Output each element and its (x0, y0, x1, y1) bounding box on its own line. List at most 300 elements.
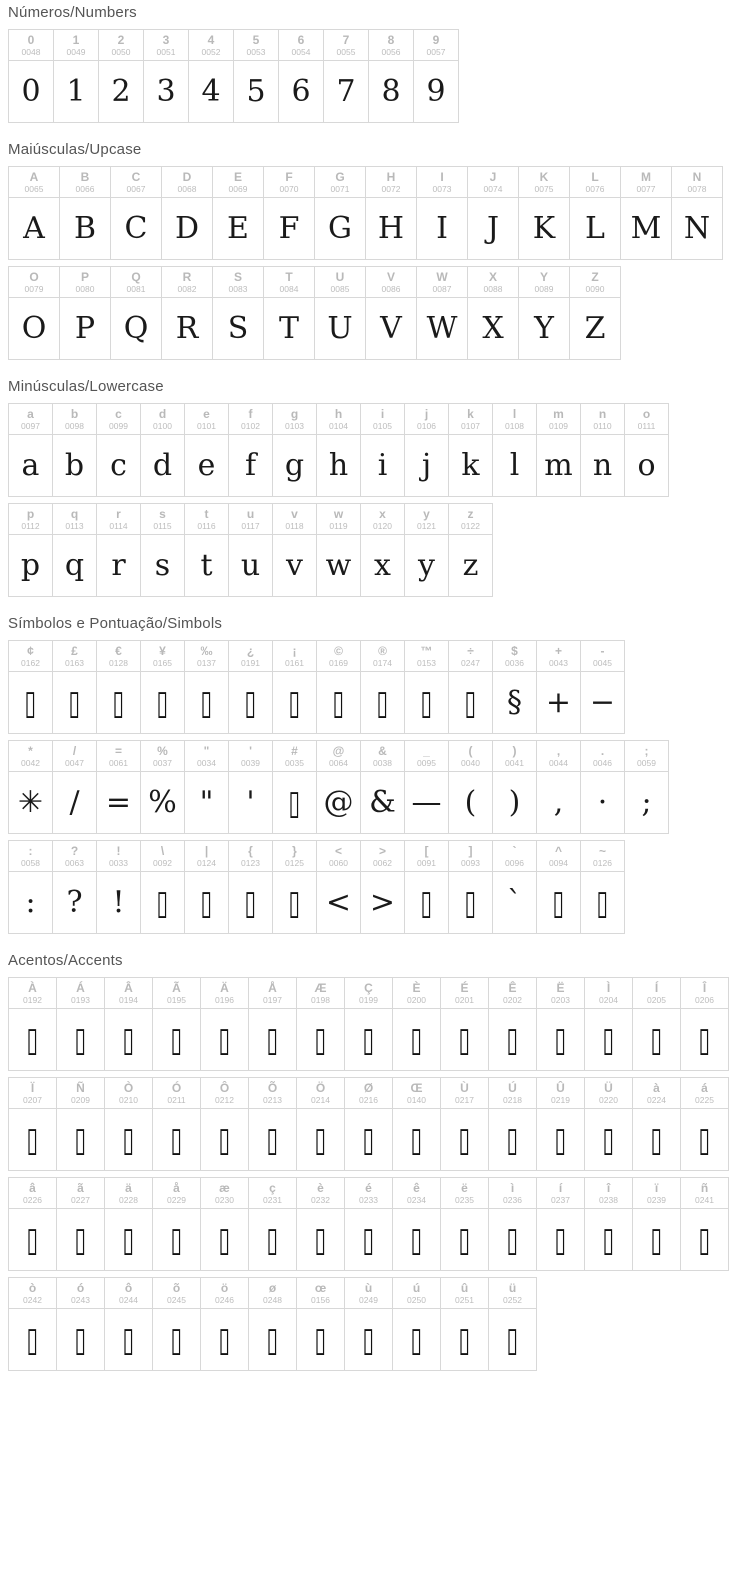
glyph-section (0, 141, 730, 360)
glyph-sample: R (175, 310, 199, 346)
glyph-header-cell (297, 1178, 345, 1209)
glyph-char-label: d (158, 407, 167, 421)
glyph-sample: > (369, 884, 396, 920)
glyph-header-cell (9, 1078, 57, 1109)
glyph-code-label: 0105 (373, 421, 392, 431)
glyph-char-label: ô (124, 1281, 133, 1295)
glyph-sample-cell (279, 61, 324, 123)
glyph-section (0, 615, 730, 934)
glyph-code-label: 0216 (359, 1095, 378, 1105)
glyph-sample: h (328, 447, 349, 483)
glyph-sample: ▯ (24, 682, 37, 723)
glyph-header-cell (234, 30, 279, 61)
glyph-char-label: 1 (72, 33, 80, 47)
glyph-sample: 2 (111, 73, 131, 109)
glyph-sample-line (9, 672, 625, 734)
glyph-sample-cell (141, 772, 185, 834)
glyph-header-cell (9, 167, 60, 198)
glyph-sample: = (105, 784, 132, 820)
glyph-code-label: 0116 (197, 521, 216, 531)
glyph-sample: C (124, 210, 148, 246)
font-specimen-page (0, 4, 730, 1371)
glyph-sample: ▯ (218, 1219, 231, 1260)
glyph-sample-cell (273, 872, 317, 934)
glyph-code-label: 0069 (228, 184, 248, 194)
glyph-char-label: Â (124, 981, 133, 995)
glyph-code-label: 0235 (455, 1195, 474, 1205)
glyph-sample: 9 (426, 73, 446, 109)
glyph-header-cell (273, 504, 317, 535)
glyph-char-label: Ô (219, 1081, 230, 1095)
glyph-sample-cell (441, 1109, 489, 1171)
glyph-code-label: 0040 (461, 758, 480, 768)
glyph-header-cell (201, 1178, 249, 1209)
glyph-char-label: Ì (606, 981, 611, 995)
glyph-sample: : (25, 884, 36, 920)
glyph-header-cell (141, 741, 185, 772)
glyph-sample: n (592, 447, 613, 483)
glyph-char-label: % (157, 744, 168, 758)
glyph-char-label: M (641, 170, 651, 184)
glyph-char-label: H (386, 170, 396, 184)
glyph-sample-cell (681, 1209, 729, 1271)
glyph-char-label: B (80, 170, 90, 184)
glyph-sample: + (545, 684, 572, 720)
glyph-sample: ▯ (506, 1019, 519, 1060)
glyph-header-cell (9, 267, 60, 298)
glyph-code-label: 0101 (197, 421, 216, 431)
glyph-sample-cell (345, 1309, 393, 1371)
glyph-sample-cell (57, 1309, 105, 1371)
glyph-row (8, 640, 625, 734)
glyph-header-cell (315, 267, 366, 298)
glyph-header-cell (229, 641, 273, 672)
glyph-code-label: 0236 (503, 1195, 522, 1205)
glyph-header-cell (493, 841, 537, 872)
glyph-sample: ▯ (170, 1219, 183, 1260)
glyph-sample-cell (141, 672, 185, 734)
glyph-header-cell (201, 978, 249, 1009)
glyph-char-label: Ã (172, 981, 181, 995)
glyph-header-cell (97, 641, 141, 672)
glyph-header-cell (317, 404, 361, 435)
glyph-sample-cell (468, 298, 519, 360)
glyph-sample-cell (57, 1209, 105, 1271)
glyph-row (8, 1077, 729, 1171)
glyph-code-label: 0088 (483, 284, 503, 294)
glyph-sample: P (74, 310, 96, 346)
glyph-sample-cell (153, 1309, 201, 1371)
glyph-sample-cell (201, 1109, 249, 1171)
glyph-rows (8, 640, 730, 934)
glyph-sample: 3 (156, 73, 176, 109)
glyph-header-cell (393, 1278, 441, 1309)
glyph-header-cell (185, 741, 229, 772)
glyph-sample-line (9, 435, 669, 497)
glyph-char-label: a (27, 407, 34, 421)
glyph-sample-cell (449, 872, 493, 934)
glyph-code-label: 0049 (66, 47, 86, 57)
glyph-header-cell (201, 1278, 249, 1309)
glyph-sample-cell (234, 61, 279, 123)
glyph-sample-cell (361, 872, 405, 934)
glyph-code-label: 0062 (373, 858, 392, 868)
glyph-sample: r (111, 547, 126, 583)
glyph-code-label: 0096 (505, 858, 524, 868)
glyph-sample: ▯ (122, 1019, 135, 1060)
glyph-sample: ▯ (458, 1019, 471, 1060)
glyph-header-cell (393, 1078, 441, 1109)
glyph-code-label: 0109 (549, 421, 568, 431)
glyph-sample-line (9, 61, 459, 123)
glyph-sample-cell (105, 1109, 153, 1171)
glyph-sample: e (197, 447, 216, 483)
glyph-header-cell (105, 978, 153, 1009)
glyph-sample-cell (414, 61, 459, 123)
glyph-char-label: ™ (420, 644, 433, 658)
glyph-sample: Y (534, 310, 554, 346)
glyph-sample: / (69, 784, 80, 820)
glyph-sample-cell (54, 61, 99, 123)
glyph-header-cell (366, 167, 417, 198)
glyph-code-label: 0119 (329, 521, 348, 531)
glyph-row (8, 403, 669, 497)
glyph-sample: ( (464, 784, 477, 820)
glyph-code-label: 0050 (111, 47, 131, 57)
glyph-header-line (9, 267, 621, 298)
glyph-code-label: 0045 (593, 658, 612, 668)
glyph-header-cell (153, 1278, 201, 1309)
glyph-header-cell (633, 1178, 681, 1209)
glyph-code-label: 0059 (637, 758, 656, 768)
glyph-code-label: 0203 (551, 995, 570, 1005)
glyph-header-cell (414, 30, 459, 61)
glyph-code-label: 0199 (359, 995, 378, 1005)
glyph-sample-cell (273, 535, 317, 597)
glyph-sample-cell (625, 435, 669, 497)
glyph-sample: ▯ (420, 682, 433, 723)
glyph-char-label: ~ (598, 844, 606, 858)
glyph-header-cell (393, 1178, 441, 1209)
glyph-sample: ▯ (650, 1119, 663, 1160)
glyph-sample-cell (99, 61, 144, 123)
glyph-sample: ▯ (698, 1219, 711, 1260)
glyph-header-cell (581, 841, 625, 872)
glyph-sample-line (9, 198, 723, 260)
glyph-char-label: U (335, 270, 345, 284)
glyph-code-label: 0238 (599, 1195, 618, 1205)
glyph-header-cell (99, 30, 144, 61)
glyph-header-line (9, 167, 723, 198)
glyph-sample-cell (369, 61, 414, 123)
glyph-header-cell (229, 841, 273, 872)
glyph-header-cell (229, 741, 273, 772)
glyph-sample: ▯ (410, 1119, 423, 1160)
glyph-rows (8, 166, 730, 360)
glyph-char-label: R (182, 270, 192, 284)
glyph-char-label: ! (116, 844, 121, 858)
glyph-sample-cell (519, 198, 570, 260)
glyph-sample: § (507, 684, 522, 720)
glyph-header-cell (213, 167, 264, 198)
glyph-code-label: 0074 (483, 184, 503, 194)
glyph-sample-cell (324, 61, 369, 123)
glyph-sample-cell (537, 1009, 585, 1071)
glyph-header-cell (633, 1078, 681, 1109)
glyph-header-cell (297, 978, 345, 1009)
glyph-sample-cell (297, 1009, 345, 1071)
glyph-sample-cell (585, 1109, 633, 1171)
glyph-sample: O (21, 310, 47, 346)
glyph-sample-cell (537, 1209, 585, 1271)
glyph-header-cell (229, 404, 273, 435)
glyph-sample-line (9, 1209, 729, 1271)
glyph-char-label: ó (76, 1281, 85, 1295)
glyph-code-label: 0207 (23, 1095, 42, 1105)
glyph-char-label: Ü (604, 1081, 613, 1095)
glyph-header-line (9, 741, 669, 772)
glyph-char-label: N (692, 170, 702, 184)
glyph-code-label: 0037 (153, 758, 172, 768)
glyph-char-label: ® (378, 644, 387, 658)
glyph-code-label: 0165 (153, 658, 172, 668)
glyph-sample: ▯ (698, 1019, 711, 1060)
glyph-code-label: 0244 (119, 1295, 138, 1305)
glyph-header-cell (361, 741, 405, 772)
glyph-code-label: 0102 (241, 421, 260, 431)
glyph-sample: 4 (201, 73, 221, 109)
glyph-sample-cell (317, 672, 361, 734)
glyph-header-cell (625, 741, 669, 772)
glyph-sample-cell (449, 672, 493, 734)
glyph-header-cell (681, 978, 729, 1009)
glyph-header-cell (213, 267, 264, 298)
glyph-sample-cell (201, 1209, 249, 1271)
glyph-header-cell (317, 504, 361, 535)
glyph-char-label: ) (512, 744, 517, 758)
glyph-sample: ▯ (266, 1019, 279, 1060)
glyph-header-line (9, 1078, 729, 1109)
glyph-header-cell (273, 641, 317, 672)
glyph-sample-cell (449, 772, 493, 834)
glyph-code-label: 0110 (593, 421, 612, 431)
glyph-sample: − (589, 684, 616, 720)
glyph-sample: X (482, 310, 504, 346)
glyph-sample-cell (449, 435, 493, 497)
glyph-sample: ▯ (554, 1219, 567, 1260)
glyph-char-label: I (440, 170, 444, 184)
glyph-sample: G (328, 210, 352, 246)
glyph-header-cell (97, 741, 141, 772)
glyph-row (8, 1177, 729, 1271)
glyph-code-label: 0205 (647, 995, 666, 1005)
glyph-sample: ▯ (506, 1319, 519, 1360)
glyph-char-label: ] (468, 844, 473, 858)
glyph-char-label: É (460, 981, 469, 995)
glyph-char-label: Œ (410, 1081, 423, 1095)
glyph-sample: ▯ (410, 1319, 423, 1360)
glyph-code-label: 0046 (593, 758, 612, 768)
glyph-code-label: 0042 (21, 758, 40, 768)
glyph-sample-cell (9, 1109, 57, 1171)
glyph-char-label: ^ (554, 844, 562, 858)
glyph-code-label: 0230 (215, 1195, 234, 1205)
glyph-sample: s (154, 547, 171, 583)
glyph-sample-cell (493, 672, 537, 734)
glyph-sample-cell (273, 435, 317, 497)
glyph-header-cell (537, 841, 581, 872)
glyph-sample-cell (53, 772, 97, 834)
glyph-char-label: ç (269, 1181, 276, 1195)
glyph-code-label: 0033 (109, 858, 128, 868)
glyph-sample-cell (9, 772, 53, 834)
glyph-header-cell (185, 841, 229, 872)
glyph-sample: ▯ (314, 1219, 327, 1260)
glyph-sample-cell (581, 772, 625, 834)
glyph-sample-cell (672, 198, 723, 260)
glyph-char-label: f (248, 407, 253, 421)
glyph-code-label: 0073 (432, 184, 452, 194)
glyph-header-cell (537, 404, 581, 435)
glyph-header-cell (361, 404, 405, 435)
glyph-sample-cell (297, 1309, 345, 1371)
glyph-char-label: _ (423, 744, 430, 758)
glyph-header-cell (53, 841, 97, 872)
glyph-code-label: 0202 (503, 995, 522, 1005)
glyph-char-label: è (317, 1181, 324, 1195)
glyph-rows (8, 403, 730, 597)
glyph-code-label: 0075 (534, 184, 554, 194)
glyph-sample: ▯ (602, 1119, 615, 1160)
glyph-char-label: ø (268, 1281, 277, 1295)
glyph-header-cell (141, 404, 185, 435)
glyph-sample-cell (162, 198, 213, 260)
glyph-char-label: Ø (363, 1081, 374, 1095)
glyph-code-label: 0197 (263, 995, 282, 1005)
glyph-sample-cell (144, 61, 189, 123)
glyph-sample: g (284, 447, 305, 483)
glyph-sample-line (9, 298, 621, 360)
glyph-sample: ▯ (244, 882, 257, 923)
glyph-code-label: 0140 (407, 1095, 426, 1105)
glyph-header-cell (273, 404, 317, 435)
glyph-code-label: 0251 (455, 1295, 474, 1305)
glyph-sample: i (377, 447, 388, 483)
glyph-sample: ? (66, 884, 83, 920)
glyph-sample-cell (621, 198, 672, 260)
glyph-code-label: 0118 (285, 521, 304, 531)
glyph-sample-cell (345, 1209, 393, 1271)
glyph-sample: ' (246, 784, 255, 820)
glyph-char-label: v (291, 507, 298, 521)
glyph-header-cell (105, 1278, 153, 1309)
glyph-char-label: ö (220, 1281, 229, 1295)
glyph-code-label: 0124 (197, 858, 216, 868)
glyph-header-cell (229, 504, 273, 535)
glyph-sample: ▯ (170, 1319, 183, 1360)
glyph-header-cell (297, 1078, 345, 1109)
section-title: Números/Numbers (8, 4, 137, 21)
glyph-code-label: 0058 (21, 858, 40, 868)
glyph-header-cell (9, 841, 53, 872)
glyph-code-label: 0234 (407, 1195, 426, 1205)
glyph-sample-cell (345, 1109, 393, 1171)
glyph-header-cell (405, 504, 449, 535)
glyph-sample: ▯ (362, 1119, 375, 1160)
glyph-char-label: < (334, 844, 342, 858)
glyph-char-label: ò (28, 1281, 37, 1295)
glyph-code-label: 0115 (153, 521, 172, 531)
glyph-header-cell (9, 1278, 57, 1309)
glyph-sample-cell (489, 1009, 537, 1071)
glyph-char-label: ü (508, 1281, 517, 1295)
glyph-sample: ▯ (156, 882, 169, 923)
glyph-sample: ▯ (74, 1219, 87, 1260)
glyph-char-label: G (335, 170, 345, 184)
glyph-code-label: 0252 (503, 1295, 522, 1305)
glyph-char-label: Ï (30, 1081, 35, 1095)
glyph-sample: 6 (291, 73, 311, 109)
glyph-sample: ▯ (314, 1019, 327, 1060)
glyph-code-label: 0055 (336, 47, 356, 57)
glyph-header-cell (441, 1178, 489, 1209)
glyph-sample-cell (441, 1209, 489, 1271)
glyph-sample: u (240, 547, 261, 583)
glyph-sample: < (325, 884, 352, 920)
glyph-sample-cell (417, 198, 468, 260)
glyph-code-label: 0071 (330, 184, 350, 194)
glyph-header-cell (405, 404, 449, 435)
glyph-code-label: 0156 (311, 1295, 330, 1305)
glyph-sample-cell (393, 1009, 441, 1071)
glyph-header-cell (537, 1078, 585, 1109)
glyph-sample: ▯ (122, 1119, 135, 1160)
glyph-char-label: = (114, 744, 122, 758)
glyph-sample-cell (405, 772, 449, 834)
glyph-code-label: 0193 (71, 995, 90, 1005)
glyph-header-cell (489, 1178, 537, 1209)
glyph-code-label: 0085 (330, 284, 350, 294)
glyph-sample-cell (153, 1009, 201, 1071)
glyph-header-cell (570, 267, 621, 298)
glyph-code-label: 0053 (246, 47, 266, 57)
glyph-row (8, 840, 625, 934)
glyph-code-label: 0070 (279, 184, 299, 194)
glyph-sample-cell (405, 535, 449, 597)
glyph-char-label: Û (556, 1081, 565, 1095)
glyph-header-cell (369, 30, 414, 61)
section-title: Minúsculas/Lowercase (8, 378, 164, 395)
glyph-sample: y (418, 547, 435, 583)
glyph-header-cell (201, 1078, 249, 1109)
glyph-header-line (9, 841, 625, 872)
glyph-section (0, 378, 730, 597)
glyph-code-label: 0057 (426, 47, 446, 57)
glyph-code-label: 0209 (71, 1095, 90, 1105)
glyph-header-cell (111, 167, 162, 198)
glyph-sample: 1 (66, 73, 86, 109)
glyph-code-label: 0210 (119, 1095, 138, 1105)
glyph-header-cell (449, 404, 493, 435)
glyph-code-label: 0051 (156, 47, 176, 57)
glyph-code-label: 0099 (109, 421, 128, 431)
glyph-header-cell (249, 1278, 297, 1309)
glyph-code-label: 0081 (126, 284, 146, 294)
glyph-sample-line (9, 872, 625, 934)
glyph-header-cell (489, 1278, 537, 1309)
glyph-char-label: ÷ (467, 644, 474, 658)
glyph-sample-cell (9, 672, 53, 734)
